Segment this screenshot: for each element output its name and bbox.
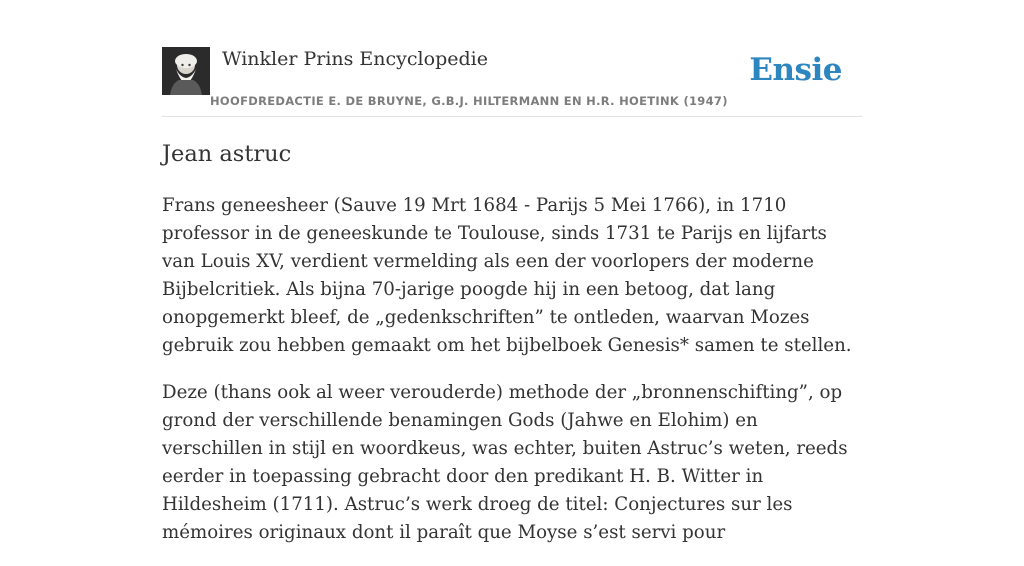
paragraph-2: Deze (thans ook al weer verouderde) methode der „bronnenschifting”, op grond der verschillende benamingen Gods (Jahwe en Elohim) en verschillen in stijl en woordkeus, was echter, buiten Astruc’s weten, reeds eerder in toepassing gebracht door den predikant H. B. Witter in Hildesheim (1711). Astruc’s werk droeg de titel: Conjectures sur les mémoires originaux dont il paraît que Moyse s’est servi pour (162, 382, 848, 543)
paragraph-1 (162, 192, 862, 360)
avatar[interactable] (162, 47, 210, 95)
bearded-man-portrait-icon (162, 47, 210, 95)
entry-body (162, 192, 862, 566)
paragraph-1-text: Frans geneesheer (Sauve 19 Mrt 1684 - Parijs 5 Mei 1766), in 1710 professor in de geneeskunde te Toulouse, sinds 1731 te Parijs en lijfarts van Louis XV, verdient vermelding als een der voorlopers der moderne Bijbelcritiek. Als bijna 70-jarige poogde hij in een betoog, dat lang onopgemerkt bleef, de „gedenkschriften” te ontleden, waarvan Mozes gebruik zou hebben gemaakt om het bijbelboek (162, 195, 827, 356)
paragraph-1-text-end: samen te stellen. (688, 335, 852, 356)
page-title: Jean astruc (162, 141, 292, 167)
source-title[interactable]: Winkler Prins Encyclopedie (222, 48, 488, 70)
ensie-logo-link[interactable]: Ensie (749, 52, 842, 88)
source-header (162, 44, 862, 117)
source-editors: HOOFDREDACTIE E. DE BRUYNE, G.B.J. HILTERMANN EN H.R. HOETINK (1947) (210, 94, 728, 108)
genesis-reference-link[interactable]: Genesis* (607, 335, 689, 356)
